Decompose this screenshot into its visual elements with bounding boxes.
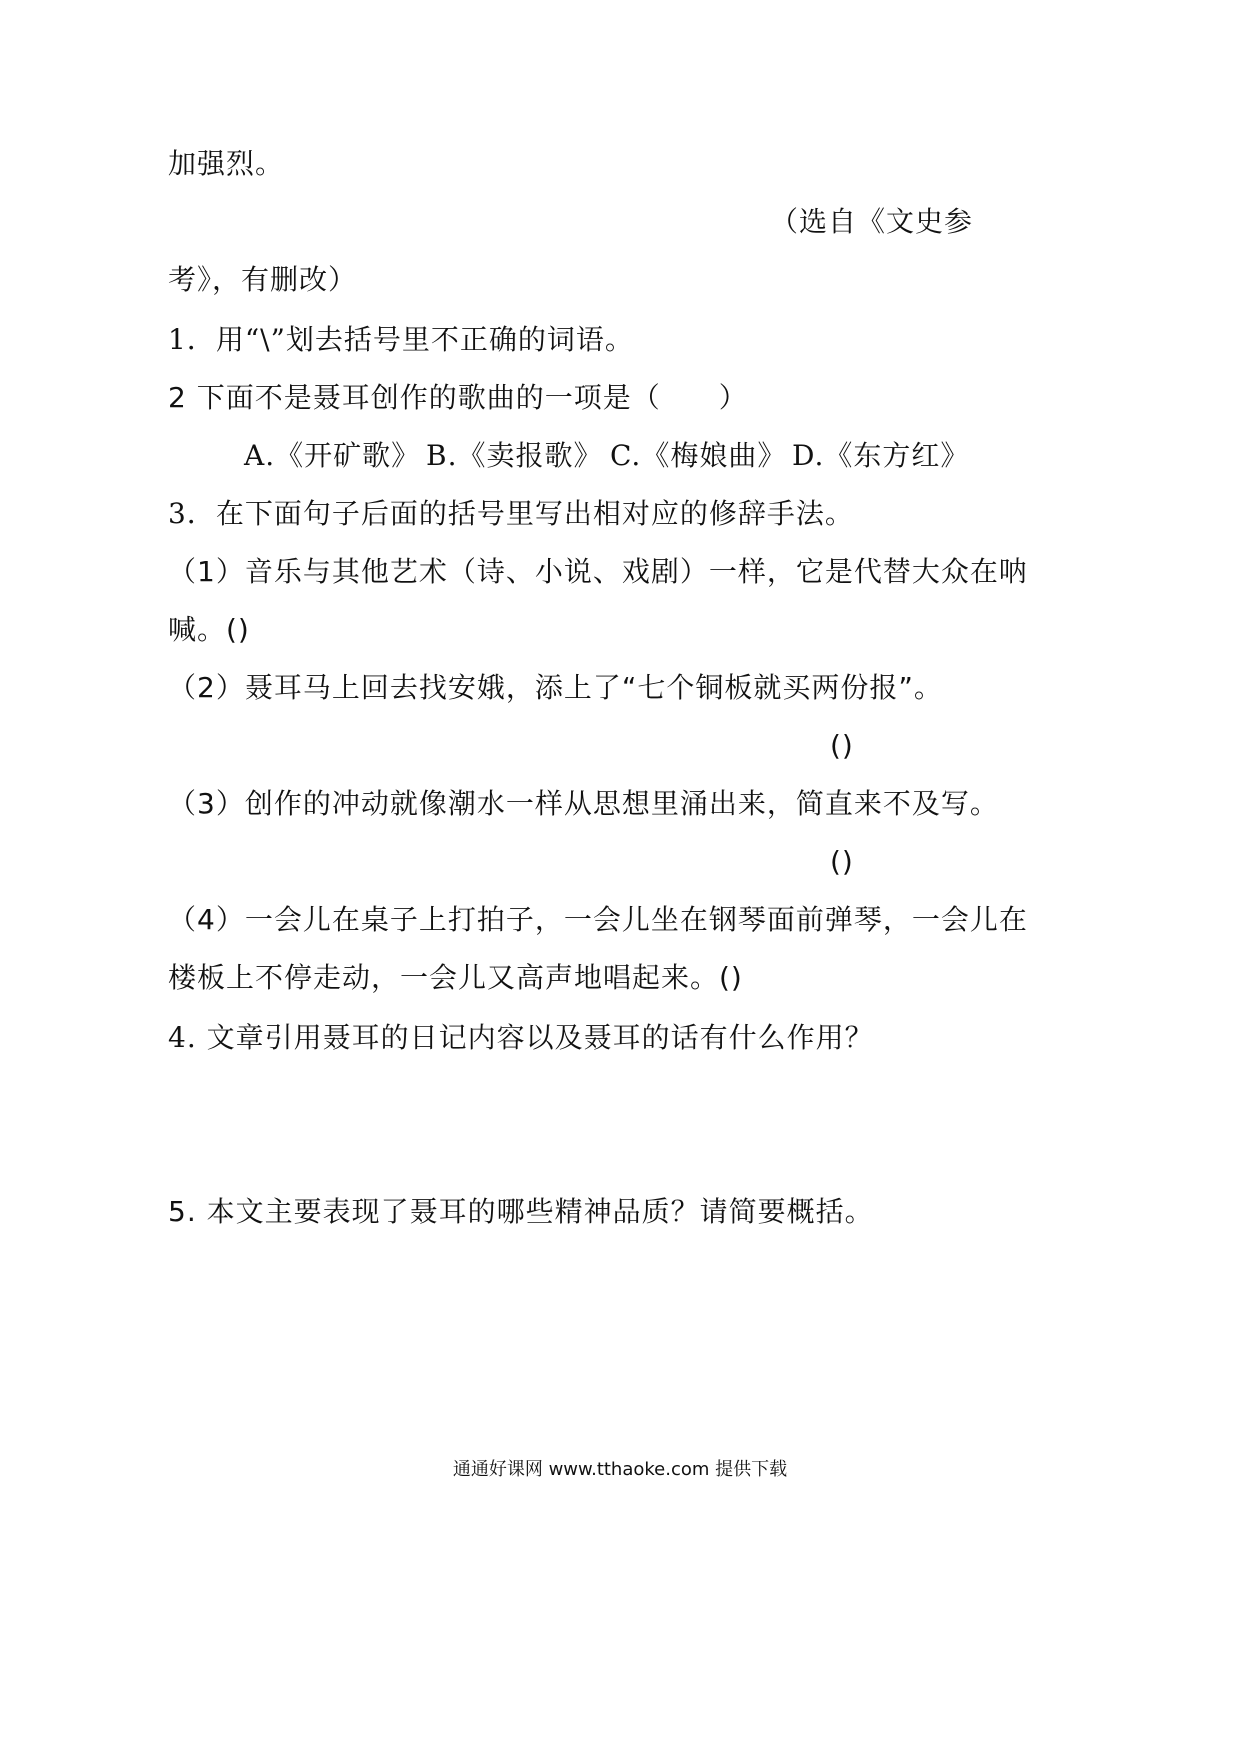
question-2: 2 下面不是聂耳创作的歌曲的一项是（ ） xyxy=(168,381,748,414)
question-3-item-2-answer-paren: () xyxy=(830,729,854,762)
question-3-item-3-answer-paren: () xyxy=(830,845,854,878)
source-line-1: （选自《文史参 xyxy=(770,205,974,238)
question-3-item-3-line-1: （3）创作的冲动就像潮水一样从思想里涌出来，简直来不及写。 xyxy=(168,787,999,820)
question-2-option-a: A.《开矿歌》 xyxy=(244,439,421,472)
source-line-2: 考》，有删改） xyxy=(168,263,358,296)
question-3: 3．在下面句子后面的括号里写出相对应的修辞手法。 xyxy=(168,497,854,530)
footer-text: 通通好课网 www.tthaoke.com 提供下载 xyxy=(452,1459,788,1480)
question-1: 1．用“\”划去括号里不正确的词语。 xyxy=(168,323,634,356)
question-3-item-4-line-1: （4）一会儿在桌子上打拍子，一会儿坐在钢琴面前弹琴，一会儿在 xyxy=(168,903,1028,936)
question-5: 5. 本文主要表现了聂耳的哪些精神品质？请简要概括。 xyxy=(168,1195,874,1228)
passage-tail-line: 加强烈。 xyxy=(168,147,285,180)
question-2-option-b: B.《卖报歌》 xyxy=(426,439,603,472)
question-4: 4. 文章引用聂耳的日记内容以及聂耳的话有什么作用？ xyxy=(168,1021,874,1054)
question-2-option-c: C.《梅娘曲》 xyxy=(610,439,787,472)
question-3-item-2-line-1: （2）聂耳马上回去找安娥，添上了“七个铜板就买两份报”。 xyxy=(168,671,943,704)
question-3-item-1-line-2: 喊。() xyxy=(168,613,250,646)
question-3-item-1-line-1: （1）音乐与其他艺术（诗、小说、戏剧）一样，它是代替大众在呐 xyxy=(168,555,1028,588)
question-3-item-4-line-2: 楼板上不停走动，一会儿又高声地唱起来。() xyxy=(168,961,743,994)
question-2-option-d: D.《东方红》 xyxy=(792,439,970,472)
